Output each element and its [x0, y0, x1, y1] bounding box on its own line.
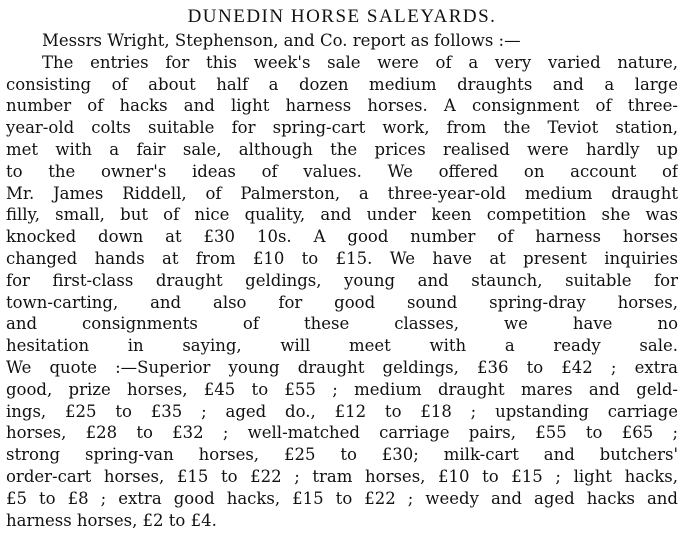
article-line: number of hacks and light harness horses. A consignment of three- [6, 96, 678, 116]
article-line: changed hands at from £10 to £15. We have at present inquiries [6, 248, 678, 268]
article-line: year-old colts suitable for spring-cart work, from the Teviot station, [6, 118, 678, 138]
article-line: met with a fair sale, although the prices realised were hardly up [6, 139, 678, 159]
article-line: to the owner's ideas of values. We offered on account of [6, 161, 678, 181]
article-line: £5 to £8 ; extra good hacks, £15 to £22 ; weedy and aged hacks and [6, 488, 678, 508]
article-line: order-cart horses, £15 to £22 ; tram horses, £10 to £15 ; light hacks, [6, 466, 678, 486]
article-line: Messrs Wright, Stephenson, and Co. report as follows :— [42, 31, 521, 50]
article-line: good, prize horses, £45 to £55 ; medium draught mares and geld- [6, 379, 678, 399]
article-line: The entries for this week's sale were of a very varied nature, [42, 52, 678, 72]
article-line: and consignments of these classes, we have no [6, 314, 678, 334]
article-line: knocked down at £30 10s. A good number of harness horses [6, 227, 678, 247]
article-line: hesitation in saying, will meet with a ready sale. [6, 336, 678, 356]
article-line: horses, £28 to £32 ; well-matched carriage pairs, £55 to £65 ; [6, 423, 678, 443]
article-line: strong spring-van horses, £25 to £30; milk-cart and butchers' [6, 445, 678, 465]
article-line: We quote :—Superior young draught geldings, £36 to £42 ; extra [6, 357, 678, 377]
article-line: harness horses, £2 to £4. [6, 510, 217, 530]
article-line: Mr. James Riddell, of Palmerston, a three-year-old medium draught [6, 183, 678, 203]
article-headline: DUNEDIN HORSE SALEYARDS. [187, 6, 497, 27]
article-line: consisting of about half a dozen medium draughts and a large [6, 74, 678, 94]
news-article [6, 6, 678, 531]
article-line: town-carting, and also for good sound spring-dray horses, [6, 292, 678, 312]
article-line: filly, small, but of nice quality, and under keen competition she was [6, 205, 678, 225]
article-line: for first-class draught geldings, young and staunch, suitable for [6, 270, 678, 290]
article-line: ings, £25 to £35 ; aged do., £12 to £18 ; upstanding carriage [6, 401, 678, 421]
